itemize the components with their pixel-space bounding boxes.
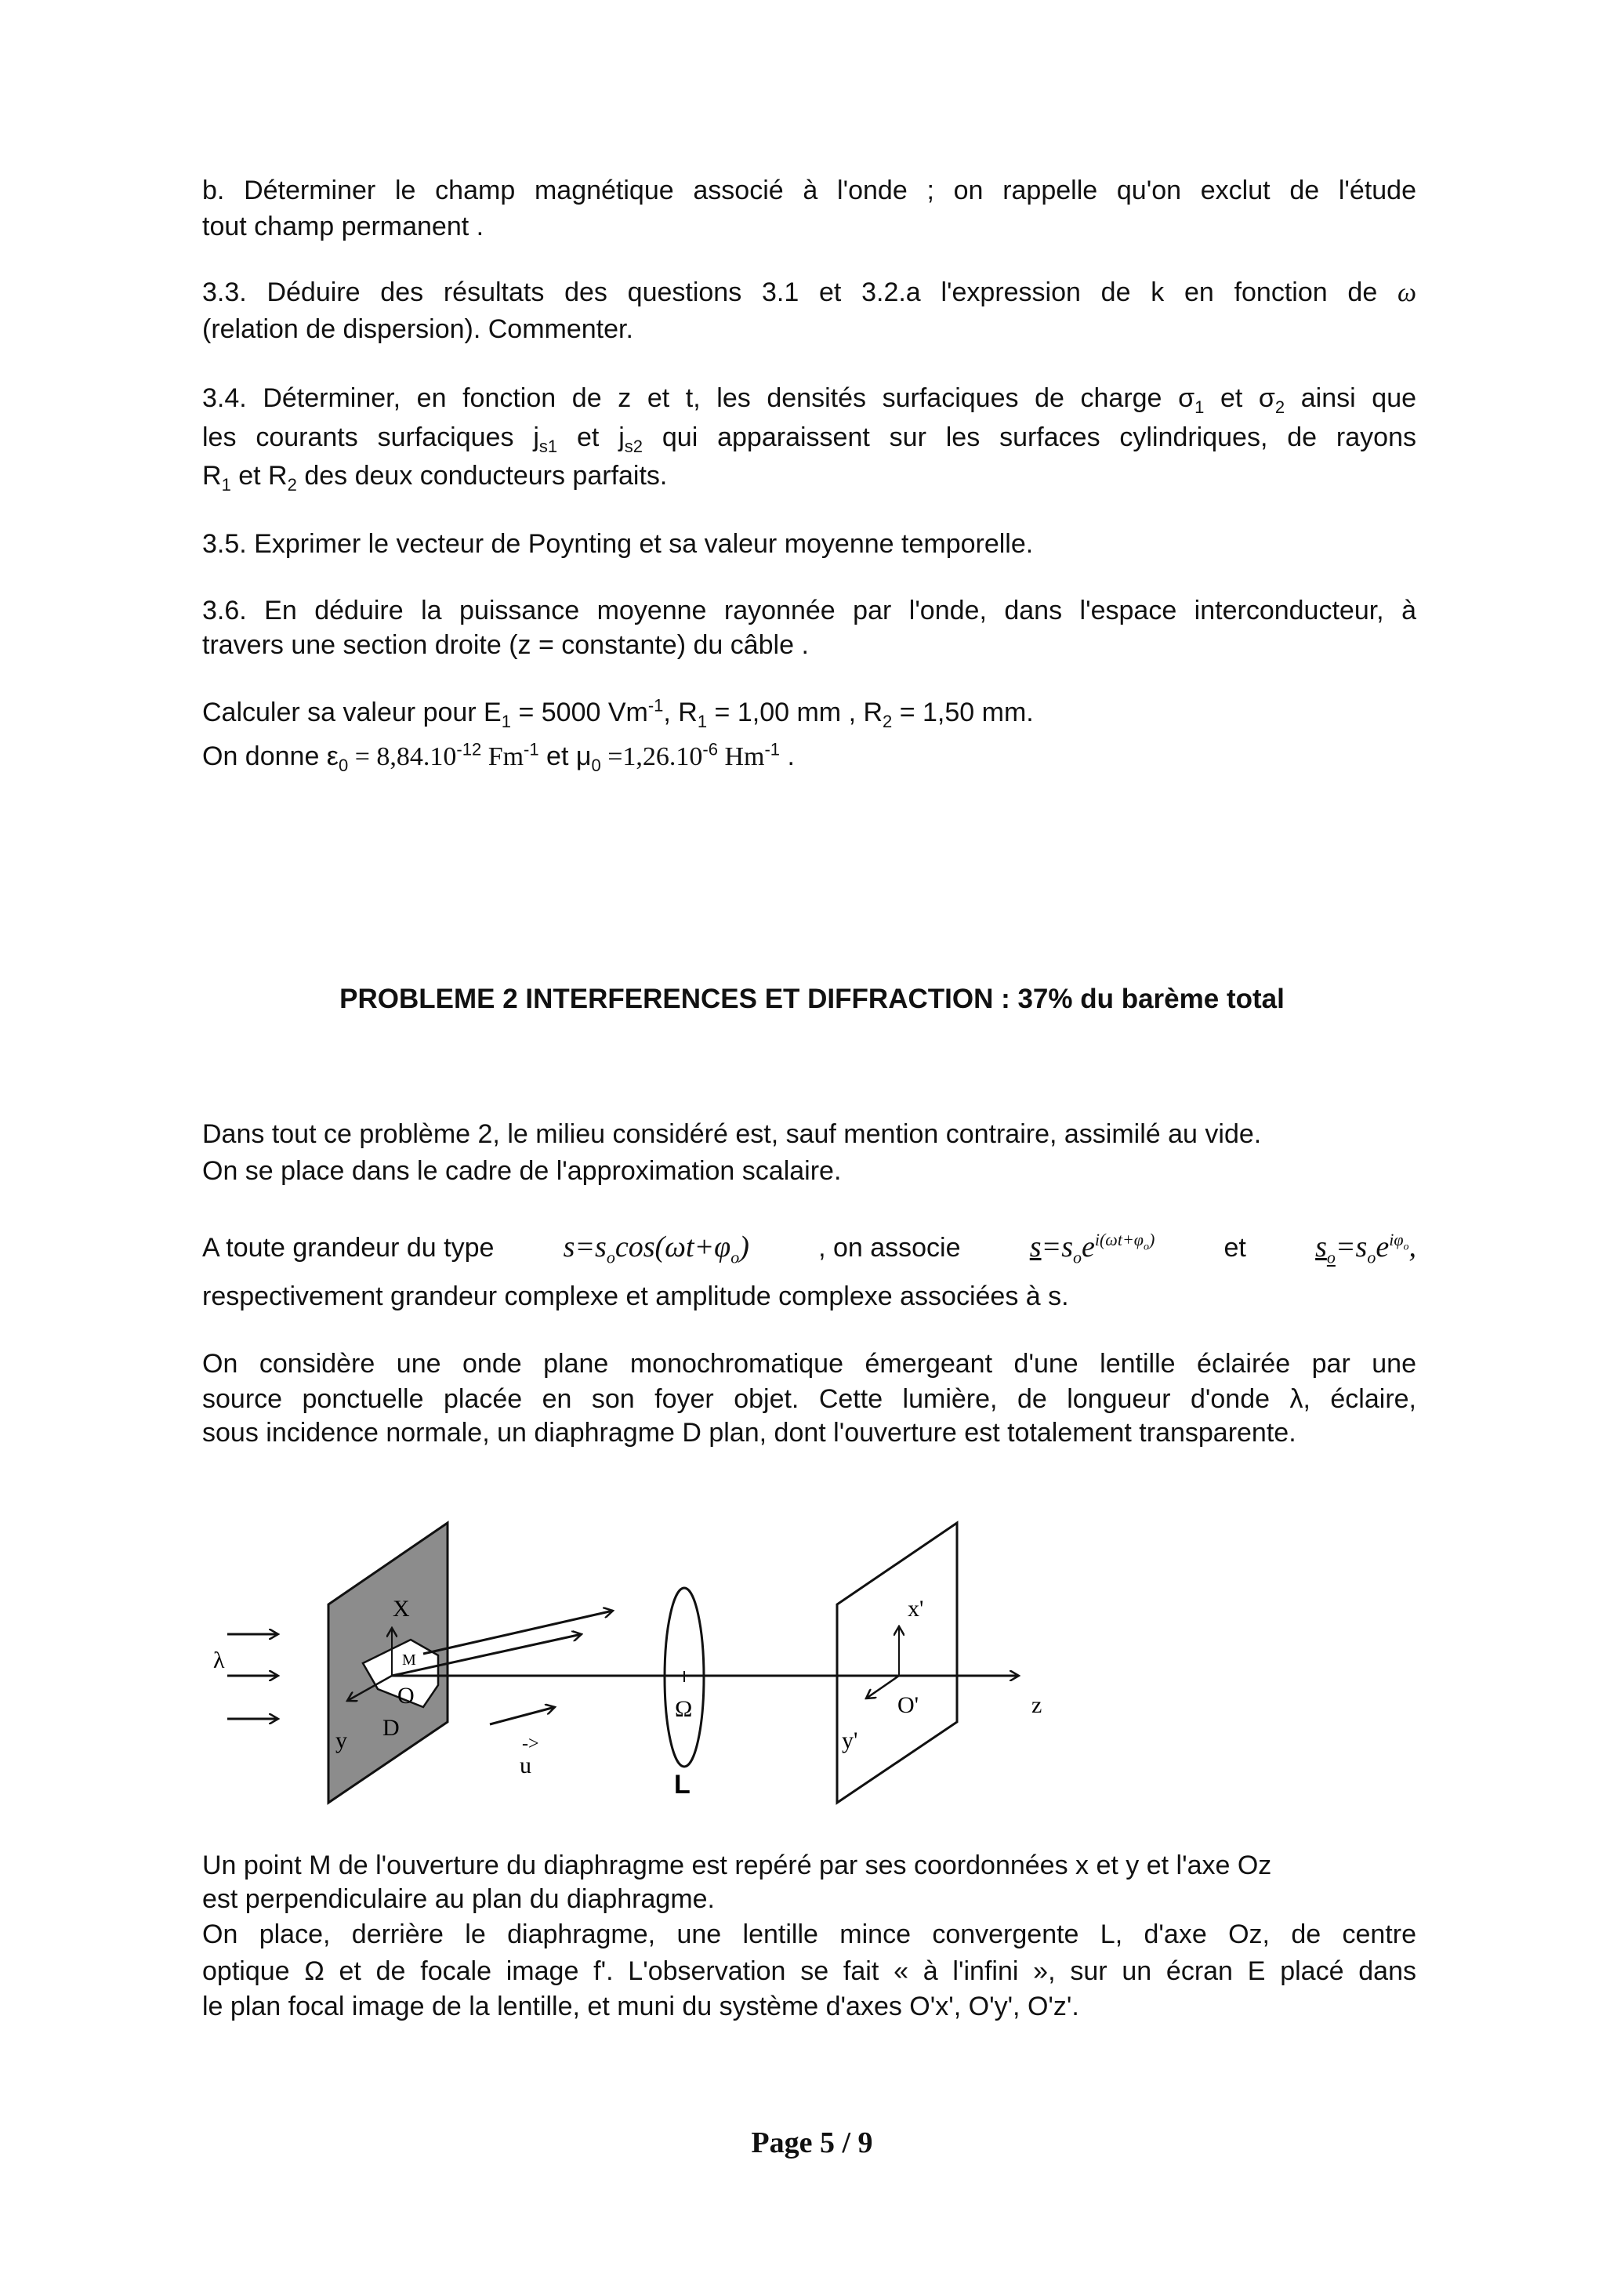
label-omega: Ω — [675, 1696, 693, 1722]
point-line4: optique Ω et de focale image f'. L'observation se fait « à l'infini », sur un écran E placé dans — [202, 1956, 1416, 1986]
sub: s — [538, 436, 548, 456]
sup: iφ — [1389, 1230, 1404, 1250]
text: des deux conducteurs parfaits. — [296, 461, 668, 491]
problem-title: PROBLEME 2 INTERFERENCES ET DIFFRACTION : 37% du barème total — [339, 984, 1285, 1014]
q3-3-text: 3.3. Déduire des résultats des questions 3.1 et 3.2.a l'expression de k en fonction de — [202, 277, 1378, 307]
wave-line1: On considère une onde plane monochromatique émergeant d'une lentille éclairée par une — [202, 1349, 1416, 1379]
wave-line3: sous incidence normale, un diaphragme D plan, dont l'ouverture est totalement transparente. — [202, 1418, 1296, 1448]
text: , R — [663, 698, 698, 727]
point-line3: On place, derrière le diaphragme, une lentille mince convergente L, d'axe Oz, de centre — [202, 1919, 1416, 1949]
text: =s — [1041, 1231, 1073, 1263]
u-vector-arrow — [490, 1707, 555, 1724]
text: e — [1376, 1231, 1390, 1263]
sub: o — [1143, 1241, 1149, 1253]
wave-line2: source ponctuelle placée en son foyer objet. Cette lumière, de longueur d'onde λ, éclaire, — [202, 1384, 1416, 1414]
label-Op: O' — [897, 1692, 919, 1718]
label-L: L — [674, 1770, 691, 1800]
sub: 2 — [633, 436, 643, 456]
text: ainsi que — [1285, 383, 1417, 413]
text: ) — [739, 1231, 749, 1263]
label-z: z — [1031, 1692, 1042, 1718]
text: et j — [557, 422, 625, 452]
q3-6-line1: 3.6. En déduire la puissance moyenne rayonnée par l'onde, dans l'espace interconducteur, à — [202, 596, 1416, 625]
text: s — [1029, 1231, 1042, 1263]
sub: o — [730, 1247, 740, 1267]
point-line1: Un point M de l'ouverture du diaphragme est repéré par ses coordonnées x et y et l'axe Oz — [202, 1851, 1272, 1880]
q3-2b-line1: b. Déterminer le champ magnétique associé à l'onde ; on rappelle qu'on exclut de l'étude — [202, 176, 1416, 205]
sup: -1 — [647, 695, 664, 716]
q3-3-line2: (relation de dispersion). Commenter. — [202, 314, 633, 344]
text: Calculer sa valeur pour E — [202, 698, 502, 727]
sub: 1 — [547, 436, 558, 456]
text: On donne ε — [202, 741, 339, 771]
text: , — [1408, 1231, 1416, 1263]
sub: o — [1367, 1247, 1376, 1267]
text: et R — [230, 461, 288, 491]
label-lambda: λ — [213, 1648, 225, 1673]
sup: -1 — [764, 739, 781, 759]
label-u-arrow: -> — [522, 1734, 539, 1754]
sub: 1 — [221, 474, 231, 495]
text: A toute grandeur du type — [202, 1233, 495, 1263]
sup: i(ωt+φ — [1094, 1230, 1144, 1250]
sub: 1 — [697, 711, 708, 731]
sub: o — [1403, 1241, 1409, 1253]
text: =1,26.10 — [600, 742, 703, 771]
sub: 1 — [1194, 397, 1205, 417]
text: = 1,00 mm , R — [707, 698, 883, 727]
text: 3.4. Déterminer, en fonction de z et t, les densités surfaciques de charge σ — [202, 383, 1195, 413]
label-D: D — [382, 1715, 400, 1741]
label-M: M — [402, 1651, 416, 1669]
intro-line2: On se place dans le cadre de l'approximation scalaire. — [202, 1156, 842, 1186]
point-line5: le plan focal image de la lentille, et muni du système d'axes O'x', O'y', O'z'. — [202, 1992, 1079, 2021]
yp-axis-arrow — [866, 1676, 899, 1698]
sub: 2 — [1274, 397, 1285, 417]
text: Hm — [717, 742, 765, 771]
text: s — [1315, 1231, 1327, 1263]
text: = 5000 Vm — [511, 698, 648, 727]
q3-6-line2: travers une section droite (z = constante) du câble . — [202, 630, 809, 660]
q3-5: 3.5. Exprimer le vecteur de Poynting et sa valeur moyenne temporelle. — [202, 529, 1034, 559]
text: , on associe — [818, 1233, 961, 1263]
text: et — [1223, 1233, 1246, 1263]
text: = 8,84.10 — [348, 742, 457, 771]
text: . — [780, 741, 795, 771]
text: e — [1081, 1231, 1095, 1263]
complex-line2: respectivement grandeur complexe et amplitude complexe associées à s. — [202, 1281, 1069, 1311]
text: Fm — [481, 742, 524, 771]
q3-2b-line2: tout champ permanent . — [202, 212, 484, 241]
sup: ) — [1148, 1230, 1155, 1250]
sub: s — [624, 436, 633, 456]
sup: -12 — [456, 739, 482, 759]
label-xp: x' — [908, 1596, 924, 1622]
label-yp: y' — [842, 1727, 858, 1753]
sup: -6 — [702, 739, 718, 759]
sub: 0 — [591, 755, 601, 775]
screen-plane — [837, 1523, 957, 1803]
text: les courants surfaciques j — [202, 422, 539, 452]
sub: 0 — [338, 755, 349, 775]
label-u: u — [520, 1753, 531, 1778]
intro-line1: Dans tout ce problème 2, le milieu considéré est, sauf mention contraire, assimilé au vide. — [202, 1119, 1262, 1149]
text: qui apparaissent sur les surfaces cylindriques, de rayons — [643, 422, 1416, 452]
sup: -1 — [524, 739, 539, 759]
text: et σ — [1204, 383, 1275, 413]
sub: o — [1326, 1247, 1336, 1267]
page-number: Page 5 / 9 — [751, 2126, 873, 2159]
point-line2: est perpendiculaire au plan du diaphragme. — [202, 1884, 716, 1914]
omega-symbol: ω — [1397, 278, 1417, 307]
text: R — [202, 461, 222, 491]
text: = 1,50 mm. — [892, 698, 1034, 727]
text: cos(ωt+φ — [614, 1231, 731, 1263]
label-O: O — [397, 1683, 415, 1709]
label-x: X — [393, 1596, 410, 1622]
text: s=s — [563, 1231, 607, 1263]
sub: 2 — [287, 474, 297, 495]
sub: 1 — [501, 711, 511, 731]
text: =s — [1335, 1231, 1368, 1263]
sub: o — [606, 1247, 615, 1267]
label-y: y — [335, 1727, 347, 1753]
text: et μ — [538, 741, 592, 771]
sub: o — [1072, 1247, 1082, 1267]
sub: 2 — [883, 711, 893, 731]
